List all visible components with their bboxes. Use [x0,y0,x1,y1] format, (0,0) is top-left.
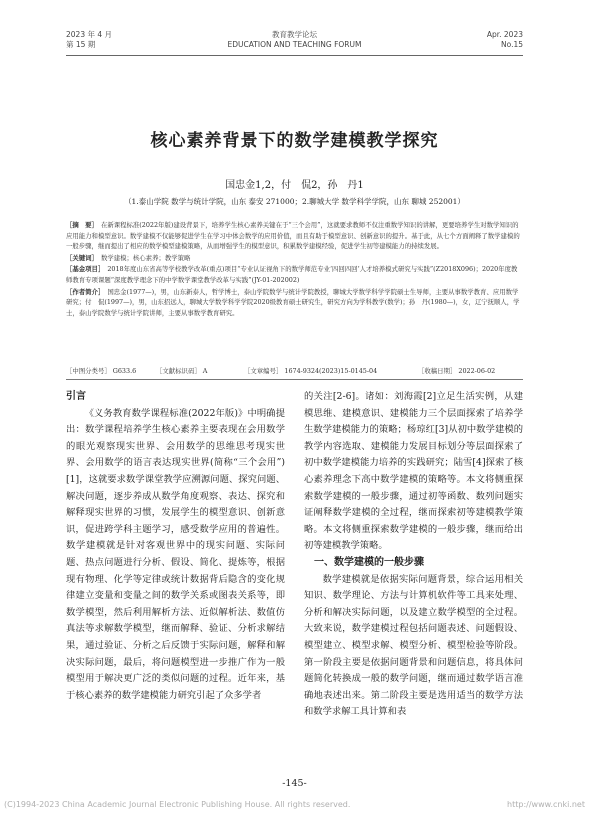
abstract-label: ［摘 要］ [66,221,98,229]
footer-url[interactable]: http://www.cnki.net [507,800,585,809]
keywords-block [66,253,523,264]
article-authors: 国忠金1,2，付 侃2，孙 丹1 [225,180,364,191]
fund-label: ［基金项目］ [66,265,105,274]
fund-block [66,264,523,285]
section-1-heading: 一、数学建模的一般步骤 [314,556,424,568]
journal-name-cn: 教育教学论坛 [272,30,317,39]
header-date-en: Apr. 2023 [486,30,523,39]
class-number: ［中图分类号］ G633.6 [66,367,137,375]
author-bio-label: ［作者简介］ [66,287,105,296]
intro-paragraph: 《义务教育数学课程标准(2022年版)》中明确提出：数学课程培养学生核心素养主要表现在会用数学的眼光观察现实世界、会用数学的思维思考现实世界、会用数学的语言表达现实世界(简称“三个会用”)[1]，这就要求数学课堂教学应溯源问题、探究问题、解决问题，逐步养成从数学角度观察、表达、探究和解释现实世界的习惯，发展学生的模型意识、创新意识，促进跨学科主题学习，感受数学应用的普遍性。数学建模就是针对客观世界中的现实问题、实际问题、热点问题进行分析、假设、简化、提炼等，根据现有物理、化学等定律或统计数据背后隐含的变化规律建立变量和变量之间的数学关系或图表关系等，即数学模型，然后利用解析方法、近似解析法、数值仿真法等求解数学模型，继而解释、验证、分析求解结果，通过验证、分析之后反馈于实际问题，解释和解决实际问题，最后，将问题模型进一步推广作为一般模型用于解决更广泛的类似问题的过程。近年来，基于核心素养的数学建模能力研究引起了众多学者 [66,407,285,701]
document-code: ［文献标识码］ A [156,367,208,375]
article-metadata [66,220,523,319]
running-header [66,30,523,56]
footer-copyright: (C)1994-2023 China Academic Journal Electronic Publishing House. All rights reserved. [4,800,351,809]
metadata-divider [66,379,523,380]
keywords-text: 数学建模；核心素养；教学策略 [100,253,191,262]
received-date: ［收稿日期］ 2022-06-02 [418,367,496,375]
header-issue-cn: 第 15 期 [66,40,96,49]
body-column-right [304,389,523,721]
intro-heading: 引言 [66,391,86,402]
page-number: -145- [282,778,307,789]
article-number: ［文章编号］ 1674-9324(2023)15-0145-04 [244,367,378,375]
body-column-left [66,389,285,704]
header-divider [66,55,523,56]
header-center [66,30,523,50]
abstract-text: 在新课程标准(2022年版)建设背景下，培养学生核心素养关键在于“三个会用”，这就要求教师不仅注重数学知识的讲解，更要培养学生对数学知识的应用能力和模型意识。数学建模不仅能够促进学生在学习中体会数学的应用价值，而且有助于模型意识、创新意识的提升。基于此，从七个方面阐释了数学建模的一般步骤，继而提出了相应的数学模型建模策略，从而增强学生的模型意识，积累数学建模经验，促进学生初等建模能力的持续发展。 [66,221,520,251]
fund-text: 2018年度山东省高等学校教学改革(重点)项目“专业认证视角下的数学师范专业‘四回四回’人才培养模式研究与实践”(Z2018X096)；2020年度教师教育专项课题“深度教学理念下的中学数学课堂教学改革与实践”(JY-01-202002) [66,265,518,284]
author-bio-block [66,287,523,319]
author-affiliation: （1.泰山学院 数学与统计学院，山东 泰安 271000；2.聊城大学 数学科学学院，山东 聊城 252001） [124,197,465,206]
header-right [487,30,523,50]
journal-name-en: EDUCATION AND TEACHING FORUM [227,40,362,49]
article-identifiers [66,366,523,376]
header-date-cn: 2023 年 4 月 [66,30,113,39]
author-bio-text: 国忠金(1977—)，男，山东新泰人，哲学博士，泰山学院数学与统计学院教授，聊城大学数学科学学院硕士生导师，主要从事数学教育、应用数学研究；付 侃(1997—)，男，山东招远人，聊城大学数学科学学院2020级教育硕士研究生，研究方向为学科教学(数学)；孙 丹(1980—)，女，辽宁抚顺人，学士，泰山学院数学与统计学院讲师，主要从事数学教育研究。 [66,287,520,317]
keywords-label: ［关键词］ [66,253,98,262]
header-issue-en: No.15 [501,40,523,49]
section-1-paragraph: 数学建模就是依据实际问题背景，综合运用相关知识、数学理论、方法与计算机软件等工具来处理、分析和解决实际问题，以及建立数学模型的全过程。大致来说，数学建模过程包括问题表述、问题假设、模型建立、模型求解、模型分析、模型检验等阶段。第一阶段主要是依据问题背景和问题信息，将具体问题简化转换成一般的数学问题，继而通过数学语言准确地表述出来。第二阶段主要是选用适当的数学方法和数学求解工具计算和表 [304,573,523,718]
abstract-block [66,220,523,252]
intro-paragraph-continued: 的关注[2-6]。诸如：刘海霞[2]立足生活实例，从建模思维、建模意识、建模能力三个层面探索了培养学生数学建模能力的策略；杨琼红[3]从初中数学建模的教学内容选取、建模能力发展目标划分等层面探索了初中数学建模能力培养的实践研究；陆雪[4]探索了核心素养理念下高中数学建模的策略等。本文将侧重探索数学建模的一般步骤，通过初等函数、数列问题实证阐释数学建模的全过程，继而探索初等建模教学策略。本文将侧重探索数学建模的一般步骤，继而给出初等建模教学策略。 [304,391,523,552]
article-title: 核心素养背景下的数学建模教学探究 [150,131,439,151]
